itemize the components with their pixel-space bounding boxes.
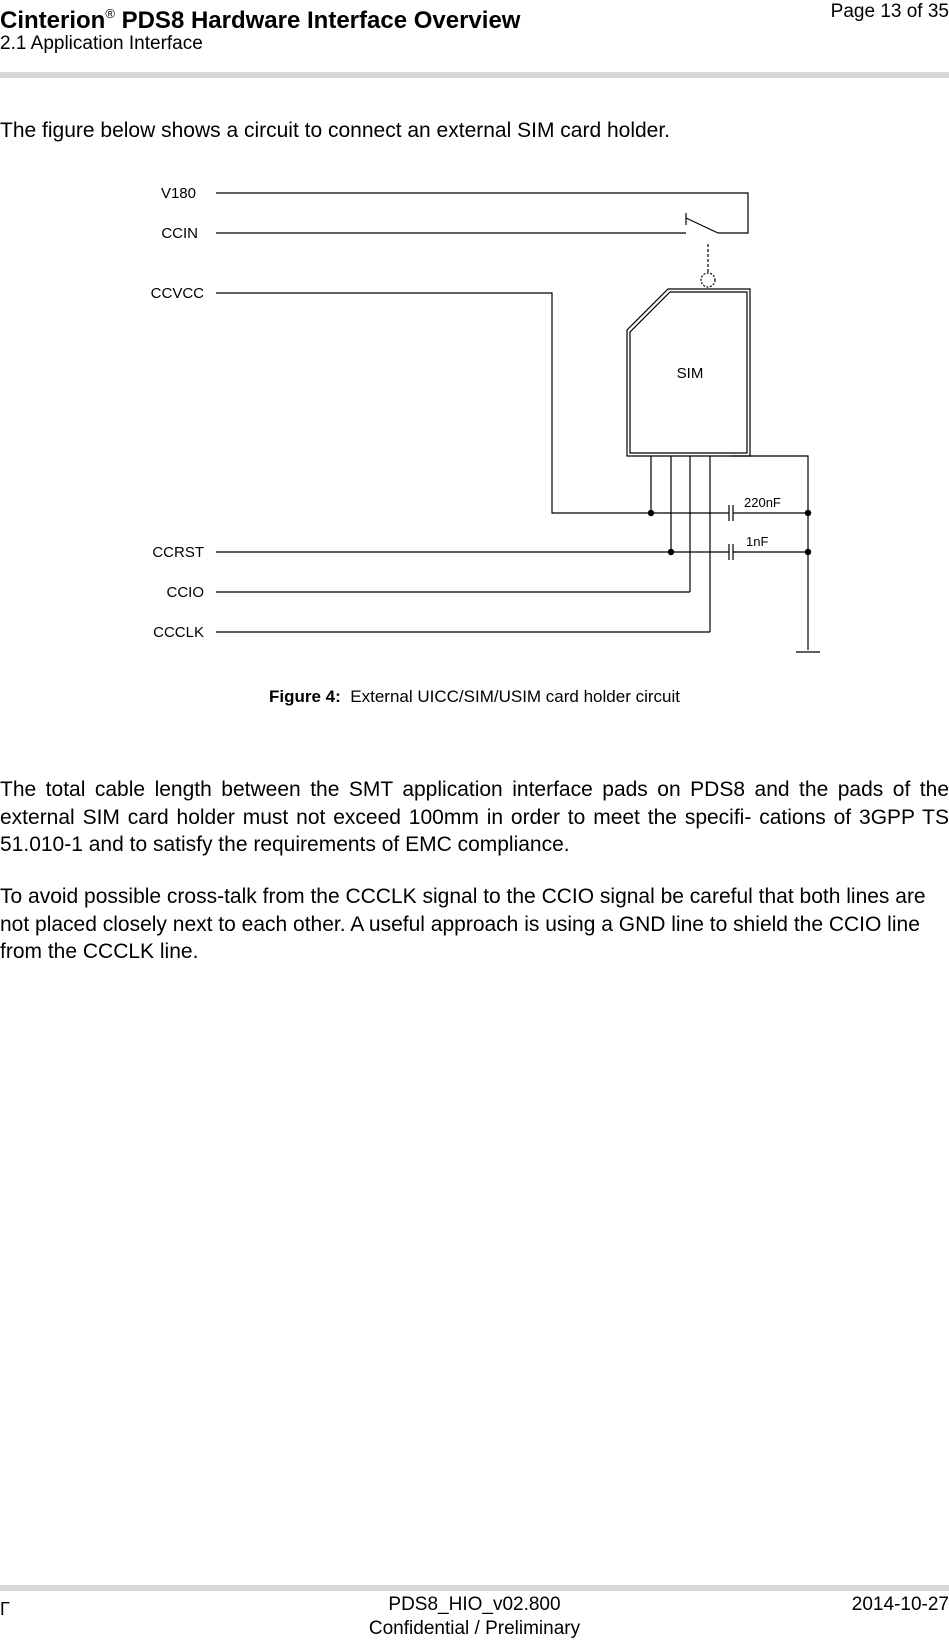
label-ccio: CCIO: [166, 584, 204, 601]
caption-label: Figure 4:: [269, 687, 341, 706]
page-number: Page 13 of 35: [830, 1, 949, 22]
junction-dot: [805, 510, 811, 516]
body-paragraph-crosstalk: To avoid possible cross-talk from the CCCLK signal to the CCIO signal be careful that both lines are not placed closely next to each other. A useful approach is using a GND line to shield the CCIO line from the CCCLK line.: [0, 885, 926, 963]
sim-circuit-diagram: [0, 160, 949, 680]
header-divider: [0, 72, 949, 78]
section-title: 2.1 Application Interface: [0, 33, 203, 54]
confidentiality-note: Confidential / Preliminary: [368, 1618, 581, 1639]
caption-text: External UICC/SIM/USIM card holder circuit: [350, 687, 680, 706]
capacitor-1nf: [729, 544, 733, 560]
footer-center: [0, 1593, 949, 1641]
document-id: PDS8_HIO_v02.800: [388, 1594, 561, 1615]
registered-mark: ®: [105, 6, 115, 21]
label-1nf: 1nF: [746, 534, 769, 549]
junction-dot: [668, 549, 674, 555]
label-ccrst: CCRST: [152, 544, 204, 561]
switch-arm: [686, 218, 718, 233]
document-title: [0, 0, 520, 35]
body-paragraph-cable-length: The total cable length between the SMT application interface pads on PDS8 and the pads of the external SIM card holder must not exceed 100mm in order to meet the specifi- cations of 3GPP TS 51.010-1 and to satisfy the requirements of EMC compliance.: [0, 778, 949, 856]
label-ccclk: CCCLK: [153, 624, 204, 641]
intro-paragraph: The figure below shows a circuit to connect an external SIM card holder.: [0, 119, 671, 142]
label-ccvcc: CCVCC: [150, 285, 204, 302]
brand-name: Cinterion: [0, 7, 106, 34]
switch-detector-circle: [701, 273, 715, 287]
document-date: 2014-10-27: [851, 1594, 949, 1615]
junction-dot: [805, 549, 811, 555]
label-ccin: CCIN: [161, 225, 198, 242]
v180-wire: [216, 193, 748, 233]
figure-caption: [0, 687, 949, 707]
label-220nf: 220nF: [744, 495, 781, 510]
label-v180: V180: [160, 185, 196, 202]
footer-divider: [0, 1585, 949, 1591]
footer-mark: Γ: [0, 1599, 10, 1619]
junction-dot: [648, 510, 654, 516]
title-text: PDS8 Hardware Interface Overview: [121, 7, 521, 34]
sim-label: SIM: [676, 365, 704, 382]
sim-gnd-pin: [730, 456, 808, 650]
capacitor-220nf: [729, 505, 733, 521]
ccvcc-wire: [216, 293, 808, 513]
